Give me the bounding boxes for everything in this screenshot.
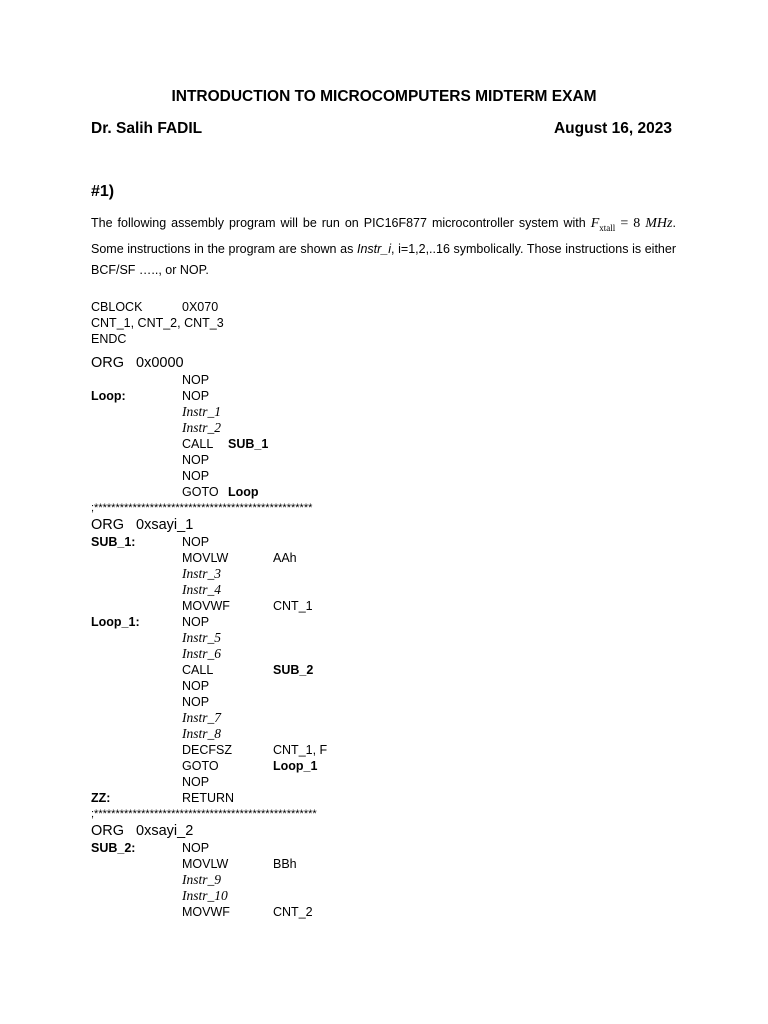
formula-variable: F xyxy=(590,216,600,231)
symbolic-instruction: Instr_5 xyxy=(182,630,222,645)
sub2-block xyxy=(91,840,691,920)
code-operand: CNT_1, F xyxy=(273,743,328,757)
code-operand: SUB_2 xyxy=(273,663,314,677)
code-opcode: NOP xyxy=(182,453,210,467)
code-operand: Loop_1 xyxy=(273,759,318,773)
assembly-listing xyxy=(91,299,691,920)
code-line xyxy=(91,436,691,452)
code-opcode: CALL xyxy=(182,437,214,451)
code-line xyxy=(91,566,691,582)
code-opcode: GOTO xyxy=(182,485,219,499)
code-line xyxy=(91,582,691,598)
code-line xyxy=(91,790,691,806)
code-opcode: MOVWF xyxy=(182,599,230,613)
code-line xyxy=(91,678,691,694)
author-name: Dr. Salih FADIL xyxy=(91,120,203,137)
code-line xyxy=(91,758,691,774)
code-line xyxy=(91,694,691,710)
variables-line xyxy=(91,315,691,331)
question-text-part-2: . Some instructions in the program are shown as xyxy=(91,216,676,256)
code-opcode: NOP xyxy=(182,841,210,855)
code-line xyxy=(91,550,691,566)
org-directive-main: ORG 0x0000 xyxy=(91,355,184,371)
code-label: SUB_2: xyxy=(91,841,136,855)
question-text xyxy=(91,213,676,281)
org-line-main xyxy=(91,354,691,372)
code-line xyxy=(91,534,691,550)
symbolic-instruction: Instr_1 xyxy=(182,404,222,419)
code-line xyxy=(91,452,691,468)
code-operand: AAh xyxy=(273,551,297,565)
symbolic-instruction: Instr_2 xyxy=(182,420,222,435)
code-line xyxy=(91,598,691,614)
code-line xyxy=(91,484,691,500)
symbolic-instruction: Instr_8 xyxy=(182,726,222,741)
code-operand: Loop xyxy=(228,485,259,499)
code-opcode: DECFSZ xyxy=(182,743,232,757)
code-line xyxy=(91,872,691,888)
code-operand: BBh xyxy=(273,857,297,871)
code-opcode: MOVLW xyxy=(182,857,229,871)
question-number: #1) xyxy=(91,183,115,200)
code-opcode: CALL xyxy=(182,663,214,677)
org-directive-sub2: ORG 0xsayi_2 xyxy=(91,823,194,839)
symbolic-instruction: Instr_10 xyxy=(182,888,228,903)
code-line xyxy=(91,388,691,404)
code-opcode: MOVWF xyxy=(182,905,230,919)
code-line xyxy=(91,742,691,758)
exam-date: August 16, 2023 xyxy=(553,120,672,137)
question-text-part-3: , i=1,2,..16 symbolically. Those instructions is either BCF/SF ….., or NOP. xyxy=(91,241,676,277)
code-opcode: NOP xyxy=(182,695,210,709)
code-label: Loop: xyxy=(91,389,126,403)
comment-separator: ;*************************************************** xyxy=(91,502,313,514)
code-opcode: GOTO xyxy=(182,759,219,773)
org-line-sub1 xyxy=(91,516,691,534)
endc-directive: ENDC xyxy=(91,332,127,346)
code-opcode: NOP xyxy=(182,469,210,483)
org-directive-sub1: ORG 0xsayi_1 xyxy=(91,517,194,533)
code-label: Loop_1: xyxy=(91,615,140,629)
formula-equals: = 8 xyxy=(615,216,646,231)
code-line xyxy=(91,630,691,646)
variable-list: CNT_1, CNT_2, CNT_3 xyxy=(91,316,224,330)
exam-title: INTRODUCTION TO MICROCOMPUTERS MIDTERM EXAM xyxy=(171,88,597,105)
main-program-block xyxy=(91,372,691,500)
symbolic-instruction: Instr_4 xyxy=(182,582,222,597)
code-opcode: NOP xyxy=(182,389,210,403)
code-line xyxy=(91,856,691,872)
question-text-part-1: The following assembly program will be run on PIC16F877 microcontroller system with xyxy=(91,216,586,230)
comment-separator: ;**************************************************** xyxy=(91,808,317,820)
code-line xyxy=(91,646,691,662)
frequency-formula xyxy=(591,216,673,231)
endc-line xyxy=(91,331,691,347)
instr-i-term: Instr_i xyxy=(356,241,392,256)
code-line xyxy=(91,420,691,436)
symbolic-instruction: Instr_6 xyxy=(182,646,222,661)
code-operand: SUB_1 xyxy=(228,437,269,451)
code-line xyxy=(91,372,691,388)
code-opcode: NOP xyxy=(182,679,210,693)
code-line xyxy=(91,888,691,904)
code-opcode: MOVLW xyxy=(182,551,229,565)
code-line xyxy=(91,468,691,484)
code-opcode: NOP xyxy=(182,775,210,789)
symbolic-instruction: Instr_3 xyxy=(182,566,222,581)
code-line xyxy=(91,726,691,742)
cblock-line xyxy=(91,299,691,315)
code-line xyxy=(91,404,691,420)
code-line xyxy=(91,662,691,678)
code-operand: CNT_2 xyxy=(273,905,313,919)
code-line xyxy=(91,614,691,630)
code-opcode: NOP xyxy=(182,615,210,629)
code-line xyxy=(91,710,691,726)
code-line xyxy=(91,774,691,790)
code-label: ZZ: xyxy=(91,791,111,805)
code-opcode: NOP xyxy=(182,373,210,387)
code-line xyxy=(91,840,691,856)
code-label: SUB_1: xyxy=(91,535,136,549)
symbolic-instruction: Instr_9 xyxy=(182,872,222,887)
symbolic-instruction: Instr_7 xyxy=(182,710,222,725)
code-opcode: NOP xyxy=(182,535,210,549)
cblock-address: 0X070 xyxy=(182,300,219,314)
code-line xyxy=(91,904,691,920)
formula-unit: MHz xyxy=(645,216,673,231)
org-line-sub2 xyxy=(91,822,691,840)
separator-line-2 xyxy=(91,806,691,822)
cblock-directive: CBLOCK xyxy=(91,300,143,314)
code-opcode: RETURN xyxy=(182,791,235,805)
formula-subscript: xtall xyxy=(599,222,616,233)
sub1-block xyxy=(91,534,691,806)
code-operand: CNT_1 xyxy=(273,599,313,613)
separator-line-1 xyxy=(91,500,691,516)
